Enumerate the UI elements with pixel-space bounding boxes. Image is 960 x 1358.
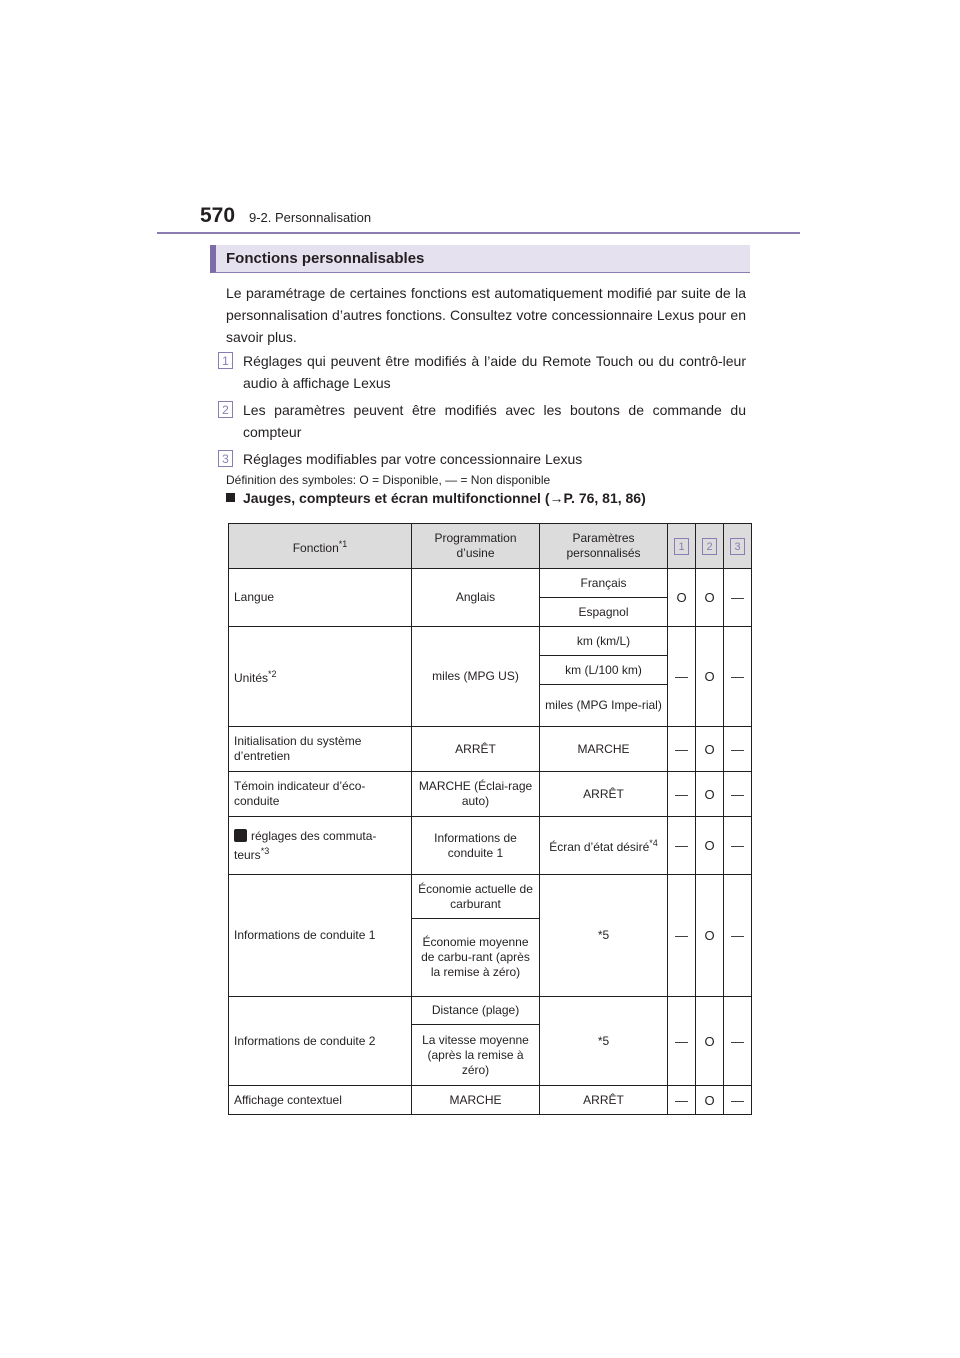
symbol-2: O (696, 1086, 724, 1115)
row-default: Informations de conduite 1 (412, 817, 540, 875)
symbol-3: — (724, 772, 752, 817)
symbol-1: — (668, 772, 696, 817)
row-name: Unités$^{*2}$ (229, 627, 412, 727)
row-default: MARCHE (Éclai-rage auto) (412, 772, 540, 817)
symbol-1: — (668, 817, 696, 875)
chapter-title: 9-2. Personnalisation (249, 210, 372, 225)
symbol-1: — (668, 627, 696, 727)
row-custom: *5 (540, 997, 668, 1086)
section-header (210, 245, 750, 273)
settings-table (228, 523, 752, 1115)
table-header-row (229, 524, 752, 569)
header-default: Programmation d’usine (412, 524, 540, 569)
symbol-1: — (668, 1086, 696, 1115)
row-default: Économie actuelle de carburant (412, 875, 540, 919)
header-function: Fonction$^{*1}$ (229, 524, 412, 569)
row-custom: MARCHE (540, 727, 668, 772)
row-option: Espagnol (540, 598, 668, 627)
row-custom: ARRÊT (540, 1086, 668, 1115)
item-text: Réglages qui peuvent être modifiés à l’aide du Remote Touch ou du contrô-leur audio à affichage Lexus (243, 353, 746, 391)
row-name: Initialisation du système d’entretien (229, 727, 412, 772)
table-row (229, 627, 752, 656)
row-option: Français (540, 569, 668, 598)
item-number-badge: 3 (218, 450, 233, 467)
list-item (218, 399, 746, 443)
row-option: miles (MPG Impe-rial) (540, 685, 668, 727)
symbol-definitions: Définition des symboles: O = Disponible, — = Non disponible (226, 473, 551, 487)
symbol-2: O (696, 727, 724, 772)
symbol-3: — (724, 817, 752, 875)
row-default: miles (MPG US) (412, 627, 540, 727)
row-name: Langue (229, 569, 412, 627)
square-bullet-icon (226, 493, 235, 502)
table-row (229, 1086, 752, 1115)
header-rule (157, 232, 800, 234)
list-item (218, 448, 746, 470)
row-name: Témoin indicateur d’éco-conduite (229, 772, 412, 817)
section-title: Fonctions personnalisables (226, 250, 425, 267)
symbol-2: O (696, 817, 724, 875)
row-name: réglages des commuta-teurs$^{*3}$ (229, 817, 412, 875)
symbol-2: O (696, 627, 724, 727)
row-name: Informations de conduite 2 (229, 997, 412, 1086)
intro-paragraph: Le paramétrage de certaines fonctions est automatiquement modifié par suite de la personnalisation d’autres fonctions. Consultez votre concessionnaire Lexus pour en savoir plus. (226, 285, 746, 345)
row-custom: *5 (540, 875, 668, 997)
item-number-badge: 1 (218, 352, 233, 369)
subsection-label: Jauges, compteurs et écran multifonctionnel (→P. 76, 81, 86) (243, 490, 646, 506)
symbol-3: — (724, 569, 752, 627)
table-row (229, 997, 752, 1025)
row-custom: Écran d’état désiré$^{*4}$ (540, 817, 668, 875)
table-row (229, 772, 752, 817)
symbol-1: O (668, 569, 696, 627)
row-default: ARRÊT (412, 727, 540, 772)
symbol-3: — (724, 1086, 752, 1115)
symbol-3: — (724, 727, 752, 772)
table-row (229, 727, 752, 772)
item-number-badge: 2 (218, 401, 233, 418)
row-name: Affichage contextuel (229, 1086, 412, 1115)
symbol-2: O (696, 569, 724, 627)
header-num-1: 1 (674, 538, 689, 555)
symbol-1: — (668, 997, 696, 1086)
symbol-2: O (696, 772, 724, 817)
symbol-3: — (724, 627, 752, 727)
symbol-3: — (724, 875, 752, 997)
switch-icon (234, 829, 247, 842)
table-row (229, 875, 752, 919)
item-text: Les paramètres peuvent être modifiés avec les boutons de commande du compteur (243, 402, 746, 440)
symbol-2: O (696, 997, 724, 1086)
row-default: MARCHE (412, 1086, 540, 1115)
row-custom: ARRÊT (540, 772, 668, 817)
table-row (229, 817, 752, 875)
header-custom: Paramètres personnalisés (540, 524, 668, 569)
symbol-1: — (668, 727, 696, 772)
list-item (218, 350, 746, 394)
header-num-3: 3 (730, 538, 745, 555)
subsection-title (226, 490, 646, 506)
row-default: La vitesse moyenne (après la remise à zéro) (412, 1025, 540, 1086)
row-default: Anglais (412, 569, 540, 627)
item-text: Réglages modifiables par votre concessionnaire Lexus (243, 451, 583, 467)
symbol-2: O (696, 875, 724, 997)
row-option: km (km/L) (540, 627, 668, 656)
symbol-1: — (668, 875, 696, 997)
row-default: Distance (plage) (412, 997, 540, 1025)
row-default: Économie moyenne de carbu-rant (après la remise à zéro) (412, 919, 540, 997)
row-name: Informations de conduite 1 (229, 875, 412, 997)
page-number: 570 (200, 204, 236, 227)
header-num-2: 2 (702, 538, 717, 555)
symbol-3: — (724, 997, 752, 1086)
table-row (229, 569, 752, 598)
row-option: km (L/100 km) (540, 656, 668, 685)
